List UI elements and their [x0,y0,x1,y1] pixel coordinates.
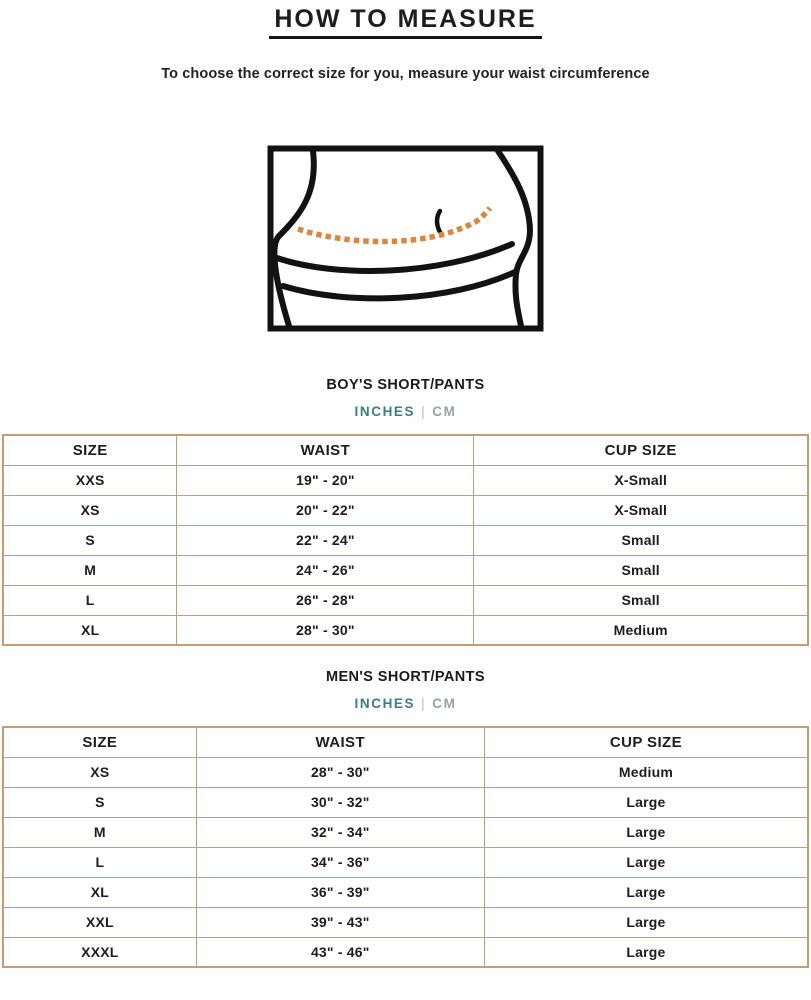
units-toggle-cm[interactable]: CM [432,404,457,420]
table-header-row [3,435,808,465]
table-cell: XS [3,757,196,787]
column-header: CUP SIZE [484,727,808,757]
table-row [3,877,808,907]
table-cell: Large [484,787,808,817]
table-row [3,817,808,847]
column-header: WAIST [196,727,484,757]
table-cell: Medium [474,615,808,645]
column-header: WAIST [177,435,474,465]
table-cell: 43" - 46" [196,937,484,967]
table-cell: L [3,847,196,877]
units-separator: | [421,404,427,420]
table-row [3,585,808,615]
units-separator: | [421,696,427,712]
table-cell: X-Small [474,465,808,495]
column-header: CUP SIZE [474,435,808,465]
table-cell: XS [3,495,177,525]
waist-measurement-diagram [267,145,544,332]
table-cell: 26" - 28" [177,585,474,615]
table-row [3,787,808,817]
column-header: SIZE [3,727,196,757]
table-cell: Small [474,555,808,585]
section-heading-boys: BOY'S SHORT/PANTS [326,377,485,394]
table-cell: Small [474,525,808,555]
table-cell: M [3,555,177,585]
table-row [3,555,808,585]
section-heading-mens: MEN'S SHORT/PANTS [325,669,485,686]
table-cell: 36" - 39" [196,877,484,907]
table-cell: 19" - 20" [177,465,474,495]
table-cell: Large [484,817,808,847]
table-cell: 22" - 24" [177,525,474,555]
table-row [3,757,808,787]
table-cell: Large [484,907,808,937]
table-cell: 32" - 34" [196,817,484,847]
table-row [3,495,808,525]
table-header-row [3,727,808,757]
table-cell: XL [3,615,177,645]
units-toggle-cm[interactable]: CM [432,696,457,712]
table-cell: 30" - 32" [196,787,484,817]
table-cell: XL [3,877,196,907]
table-cell: S [3,787,196,817]
table-cell: XXS [3,465,177,495]
table-cell: Medium [484,757,808,787]
table-row [3,907,808,937]
table-row [3,937,808,967]
table-cell: X-Small [474,495,808,525]
column-header: SIZE [3,435,177,465]
table-row [3,525,808,555]
table-cell: L [3,585,177,615]
page-title: HOW TO MEASURE [269,6,541,39]
mens-size-table [2,726,809,968]
table-cell: 34" - 36" [196,847,484,877]
table-cell: Large [484,847,808,877]
page-subtitle: To choose the correct size for you, measure your waist circumference [161,66,650,83]
units-toggle-inches[interactable]: INCHES [354,404,416,420]
table-cell: S [3,525,177,555]
units-toggle-mens [0,696,811,711]
table-cell: Large [484,937,808,967]
table-cell: 39" - 43" [196,907,484,937]
units-toggle-boys [0,404,811,419]
table-cell: XXL [3,907,196,937]
table-cell: 24" - 26" [177,555,474,585]
table-cell: Small [474,585,808,615]
table-cell: 20" - 22" [177,495,474,525]
table-row [3,847,808,877]
table-cell: 28" - 30" [177,615,474,645]
table-cell: M [3,817,196,847]
boys-size-table [2,434,809,646]
table-row [3,615,808,645]
table-cell: Large [484,877,808,907]
table-row [3,465,808,495]
units-toggle-inches[interactable]: INCHES [354,696,416,712]
table-cell: 28" - 30" [196,757,484,787]
table-cell: XXXL [3,937,196,967]
